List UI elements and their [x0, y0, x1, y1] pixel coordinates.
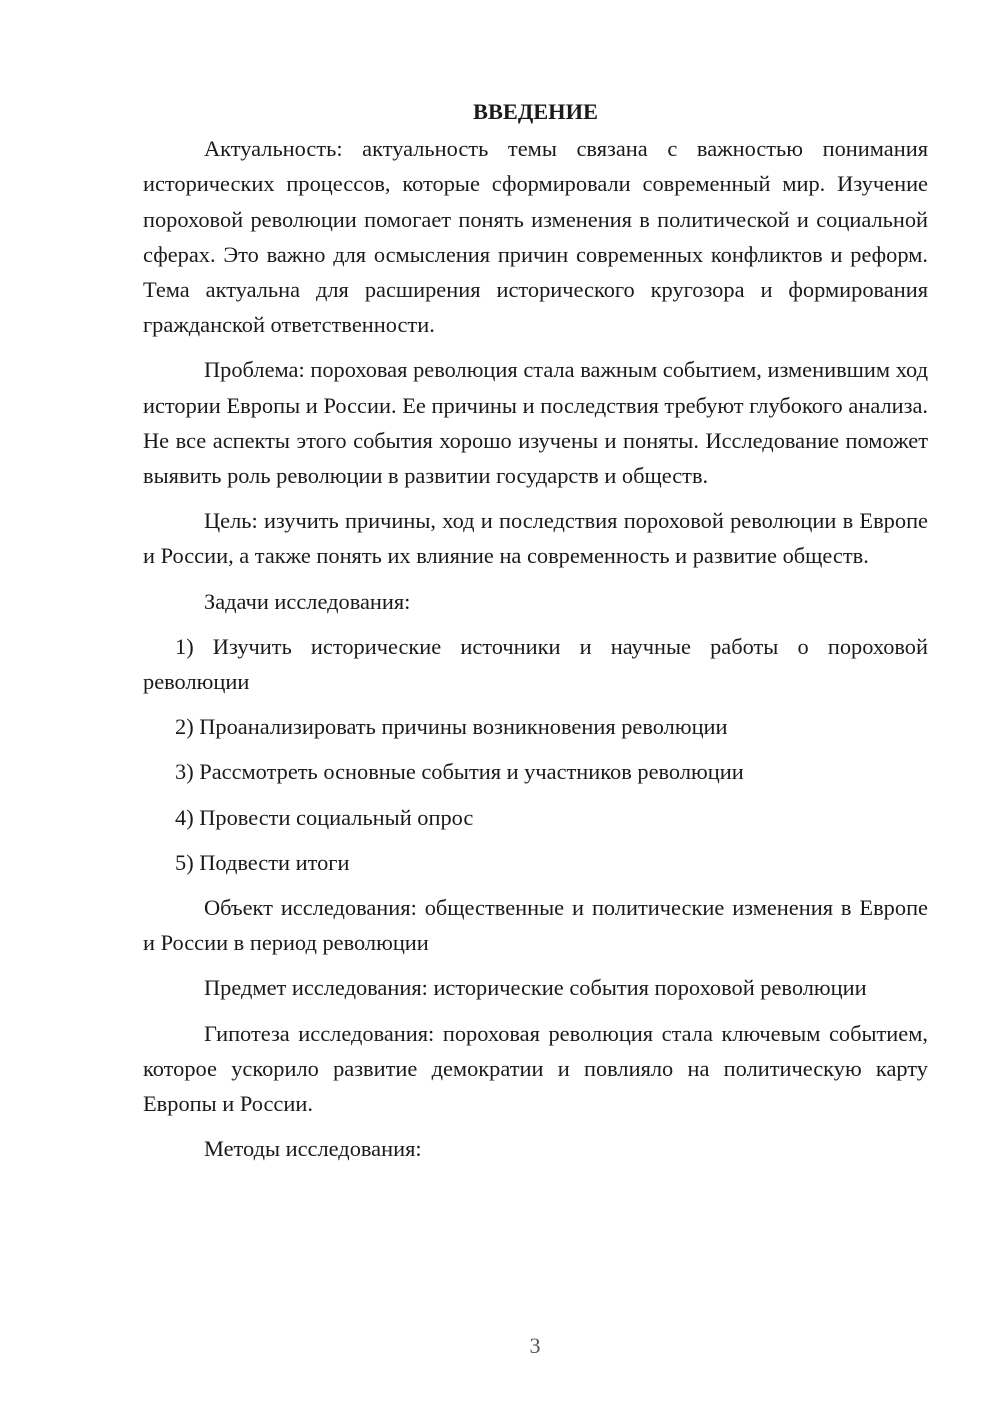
page-title: ВВЕДЕНИЕ: [473, 99, 598, 124]
hypothesis-paragraph: Гипотеза исследования: пороховая революция стала ключевым событием, которое ускорило развитие демократии и повлияло на политическую карту Европы и России.: [143, 1020, 928, 1117]
methods-heading: Методы исследования:: [204, 1136, 422, 1162]
object-paragraph: Объект исследования: общественные и политические изменения в Европе и России в период революции: [143, 895, 928, 956]
relevance-paragraph: Актуальность: актуальность темы связана с важностью понимания исторических процессов, которые сформировали современный мир. Изучение пороховой революции помогает понять изменения в политической и социальной сферах. Это важно для осмысления причин современных конфликтов и реформ. Тема актуальна для расширения исторического кругозора и формирования гражданской ответственности.: [143, 136, 928, 338]
problem-paragraph: Проблема: пороховая революция стала важным событием, изменившим ход истории Европы и России. Ее причины и последствия требуют глубокого анализа. Не все аспекты этого события хорошо изучены и поняты. Исследование поможет выявить роль революции в развитии государств и обществ.: [143, 357, 928, 489]
tasks-heading: Задачи исследования:: [204, 588, 411, 614]
list-item: 3) Рассмотреть основные события и участников революции: [175, 759, 744, 785]
list-item: 2) Проанализировать причины возникновения революции: [175, 714, 728, 740]
list-item: 4) Провести социальный опрос: [175, 804, 474, 830]
document-page: [143, 94, 928, 1176]
list-item: 1) Изучить исторические источники и научные работы о пороховой революции: [143, 633, 928, 695]
subject-paragraph: Предмет исследования: исторические события пороховой революции: [204, 975, 867, 1001]
page-number: 3: [529, 1333, 541, 1358]
goal-paragraph: Цель: изучить причины, ход и последствия пороховой революции в Европе и России, а также понять их влияние на современность и развитие обществ.: [143, 508, 928, 569]
tasks-list: [143, 629, 928, 880]
list-item: 5) Подвести итоги: [175, 849, 350, 875]
